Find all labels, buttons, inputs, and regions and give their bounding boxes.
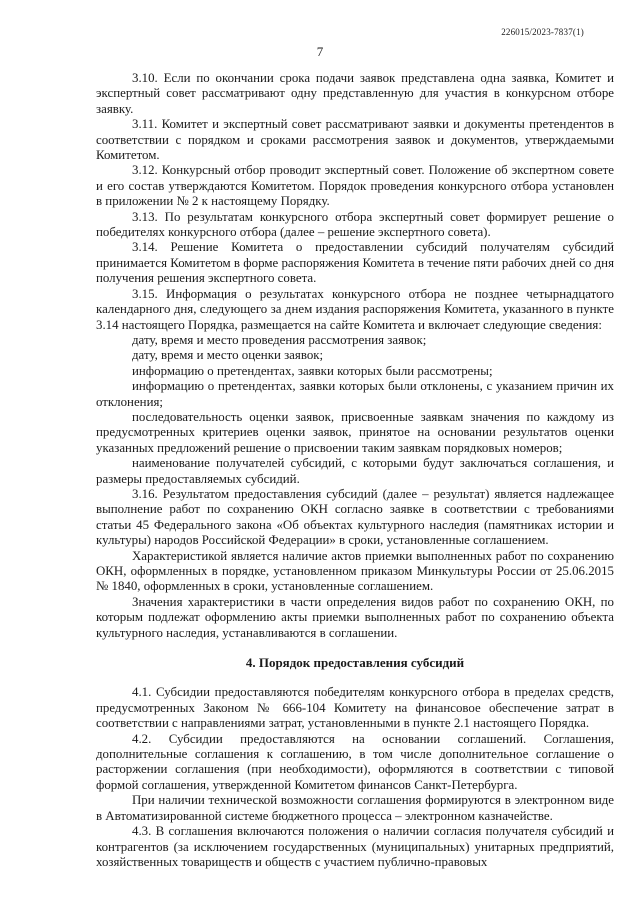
paragraph-3-13: 3.13. По результатам конкурсного отбора экспертный совет формирует решение о победителях конкурсного отбора (далее – решение экспертного совета). [96,209,614,240]
document-body [96,71,614,870]
paragraph-3-11: 3.11. Комитет и экспертный совет рассматривают заявки и документы претендентов в соответствии с порядком и сроками рассмотрения заявок и документов, утверждаемыми Комитетом. [96,117,614,163]
paragraph-4-3: 4.3. В соглашения включаются положения о наличии согласия получателя субсидий и контрагентов (за исключением государственных (муниципальных) унитарных предприятий, хозяйственных товариществ и обществ с участием публично-правовых [96,824,614,869]
paragraph-3-15: 3.15. Информация о результатах конкурсного отбора не позднее четырнадцатого календарного дня, следующего за днем издания распоряжения Комитета, указанного в пункте 3.14 настоящего Порядка, размещается на сайте Комитета и включает следующие сведения: [96,286,614,332]
paragraph-3-10: 3.10. Если по окончании срока подачи заявок представлена одна заявка, Комитет и экспертный совет рассматривают одну представленную для участия в конкурсном отборе заявку. [96,71,614,116]
paragraph-characteristic: Характеристикой является наличие актов приемки выполненных работ по сохранению ОКН, оформленных в порядке, установленном приказом Минкультуры России от 25.06.2015 № 1840, оформленных в сроки, установленные соглашением. [96,548,614,594]
paragraph-characteristic-values: Значения характеристики в части определения видов работ по сохранению ОКН, по которым подлежат оформлению акты приемки выполненных работ по сохранению объекта культурного наследия, устанавливаются в соглашении. [96,594,614,640]
list-item: информацию о претендентах, заявки которых были отклонены, с указанием причин их отклонения; [96,379,614,409]
paragraph-3-12: 3.12. Конкурсный отбор проводит экспертный совет. Положение об экспертном совете и его состав утверждаются Комитетом. Порядок проведения конкурсного отбора установлен в приложении № 2 к настоящему Порядку. [96,163,614,209]
paragraph-4-2: 4.2. Субсидии предоставляются на основании соглашений. Соглашения, дополнительные соглашения к соглашению, в том числе дополнительное соглашение о расторжении соглашения (при необходимости), оформляются в соответствии с типовой формой соглашения, утвержденной Комитетом финансов Санкт-Петербурга. [96,731,614,792]
list-item: дату, время и место проведения рассмотрения заявок; [132,332,427,347]
list-item: дату, время и место оценки заявок; [132,348,324,363]
list-item: последовательность оценки заявок, присвоенные заявкам значения по каждому из предусмотренных критериев оценки заявок, принятое на основании результатов оценки указанных предложений решение о присвоении таким заявкам порядковых номеров; [96,409,614,455]
paragraph-electronic-form: При наличии технической возможности соглашения формируются в электронном виде в Автоматизированной системе бюджетного процесса – электронном казначействе. [96,793,614,823]
list-item: информацию о претендентах, заявки которых были рассмотрены; [132,363,493,378]
list-item: наименование получателей субсидий, с которыми будут заключаться соглашения, и размеры предоставляемых субсидий. [96,456,614,486]
paragraph-4-1: 4.1. Субсидии предоставляются победителям конкурсного отбора в пределах средств, предусмотренных Законом № 666-104 Комитету на финансовое обеспечение затрат в соответствии с направлениями затрат, установленными в пункте 2.1 настоящего Порядка. [96,685,614,731]
section-4-heading: 4. Порядок предоставления субсидий [245,655,465,671]
paragraph-3-14: 3.14. Решение Комитета о предоставлении субсидий получателям субсидий принимается Комитетом в форме распоряжения Комитета в течение пяти рабочих дней со дня получения решения экспертного совета. [96,240,614,286]
document-id: 226015/2023-7837(1) [501,27,584,37]
paragraph-3-16: 3.16. Результатом предоставления субсидий (далее – результат) является надлежащее выполнение работ по сохранению ОКН согласно заявке в соответствии с требованиями статьи 45 Федерального закона «Об объектах культурного наследия (памятниках истории и культуры) народов Российской Федерации» в сроки, установленные соглашением. [96,486,614,548]
page-number: 7 [316,44,324,59]
